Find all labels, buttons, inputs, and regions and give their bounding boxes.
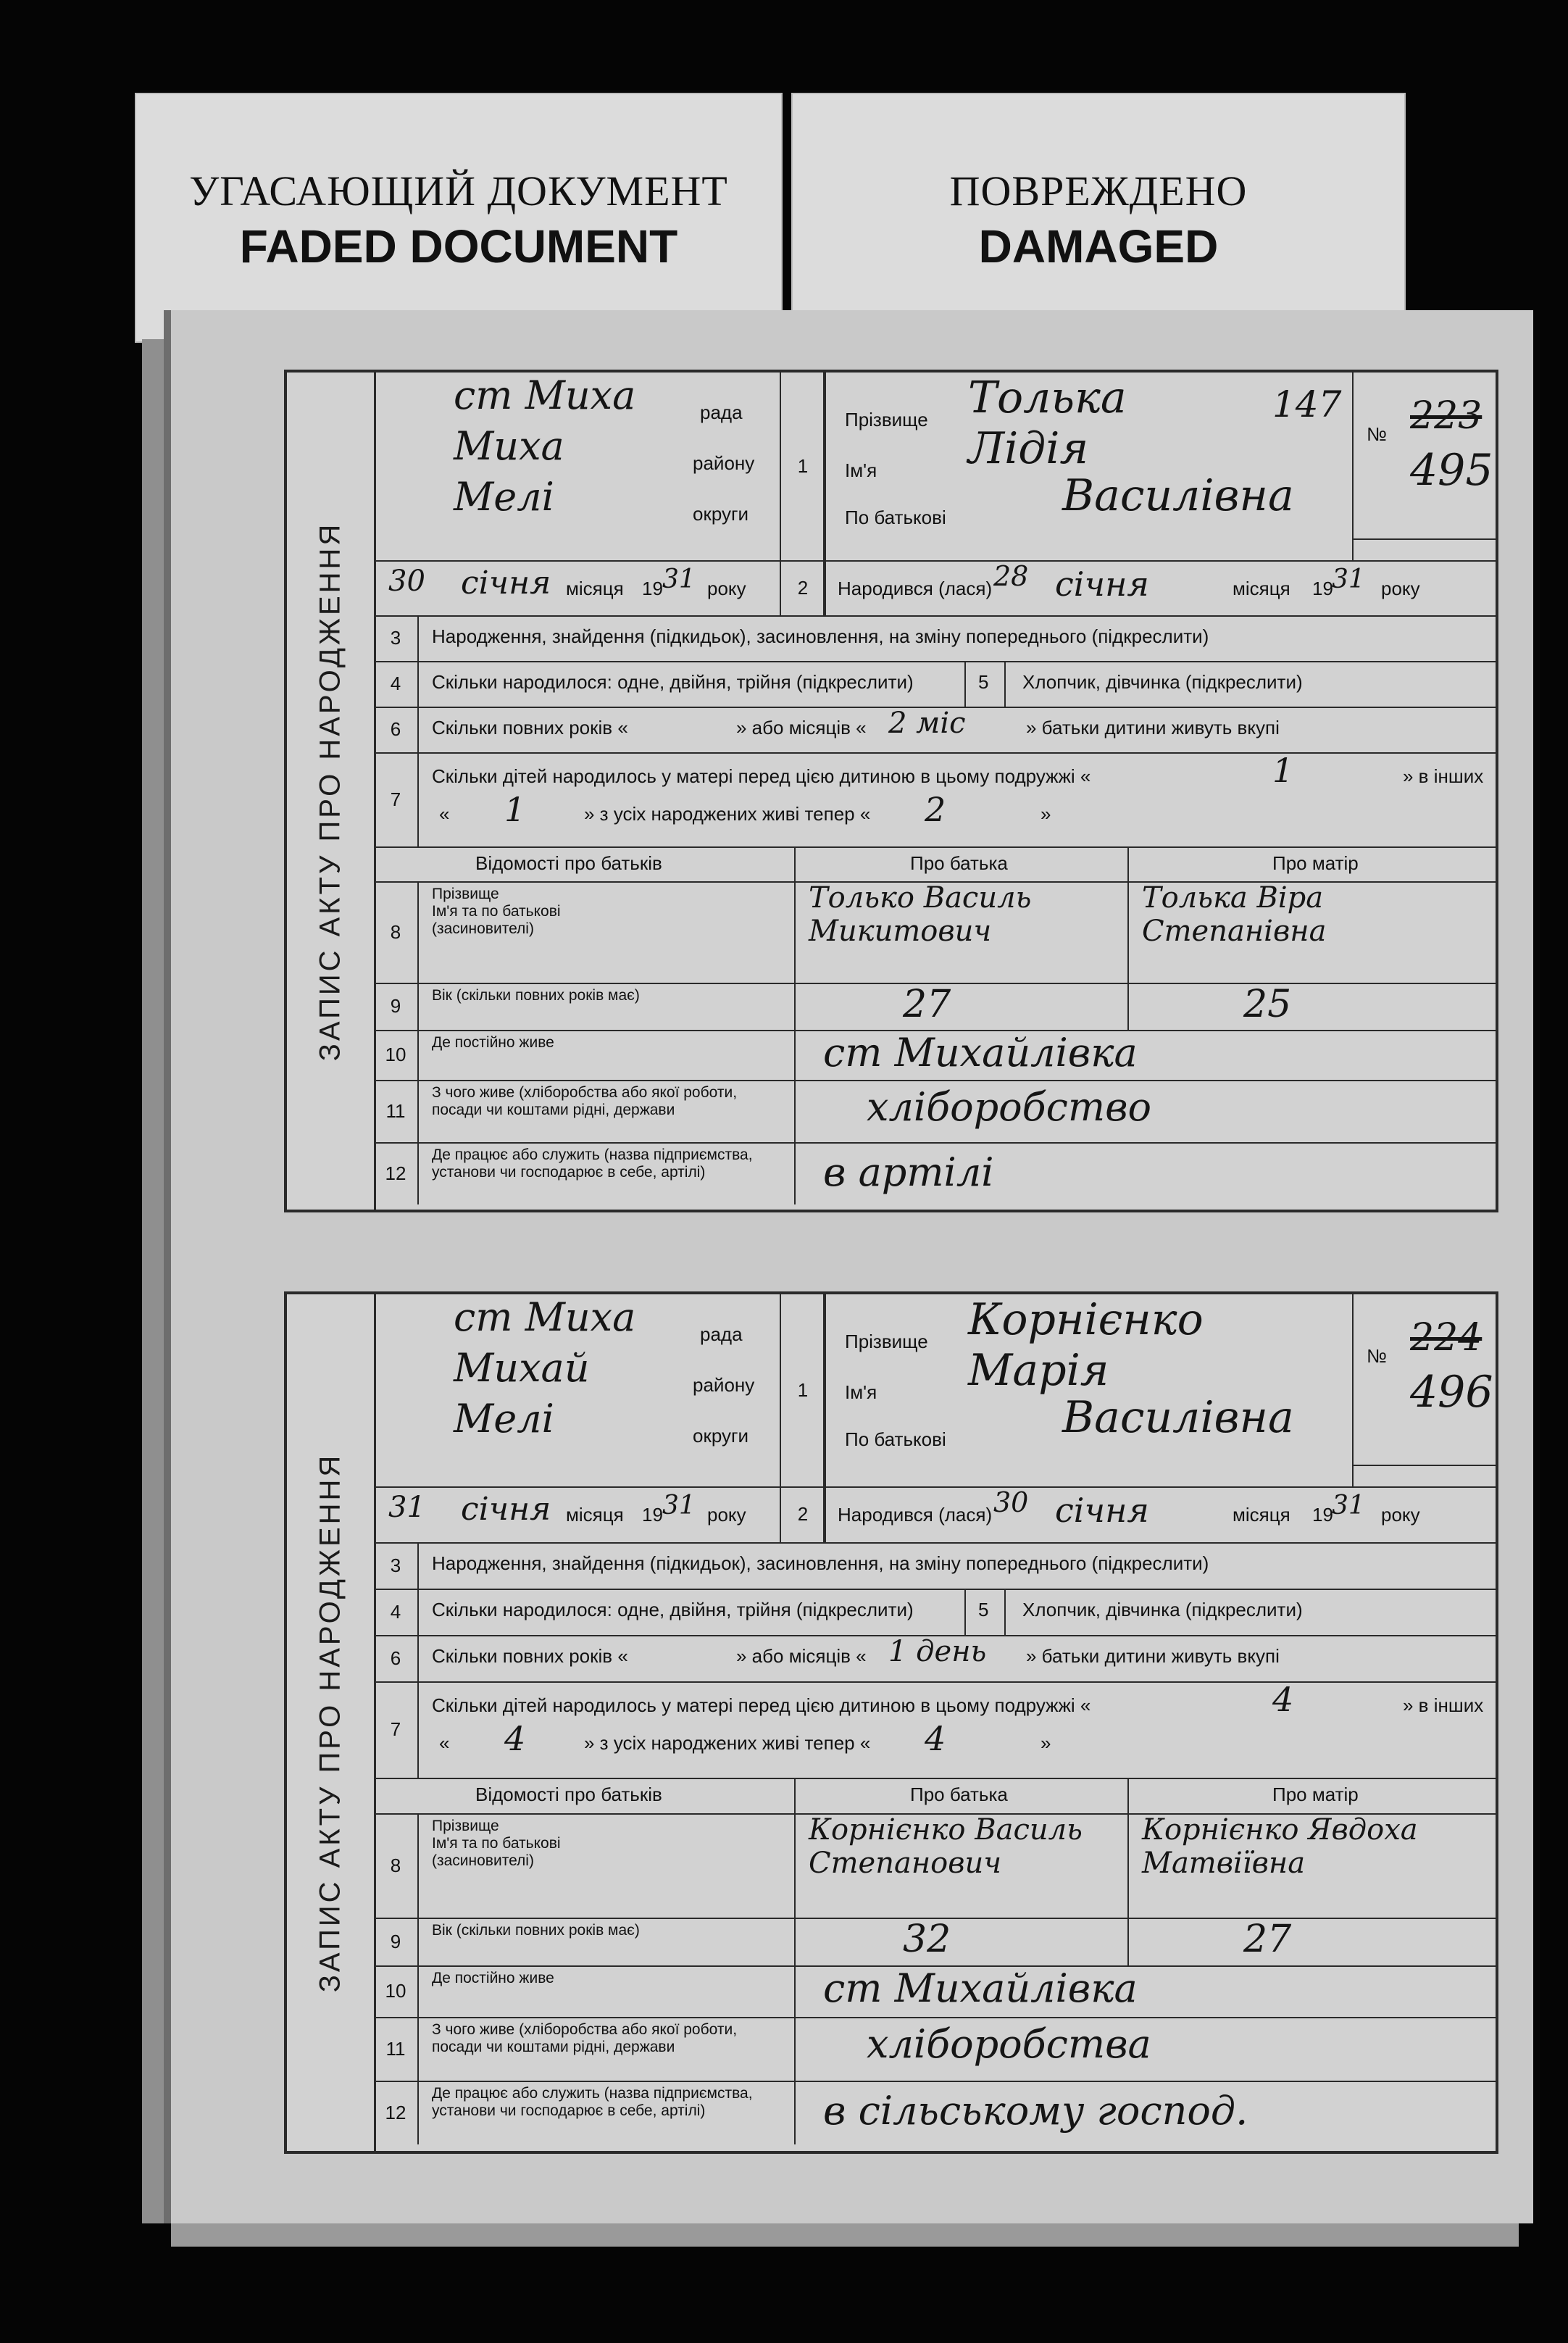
handwritten-patronymic: Василівна xyxy=(1062,1392,1294,1443)
handwritten-birth-year: 31 xyxy=(1332,1491,1365,1520)
row-number: 12 xyxy=(374,1142,419,1204)
parents-header xyxy=(374,846,1496,883)
parent-names-row-label: Прізвище Ім'я та по батькові (засиновителі) xyxy=(432,886,561,937)
handwritten-birth-day: 28 xyxy=(993,560,1029,592)
row-3 xyxy=(374,1542,1496,1590)
row-number: 7 xyxy=(374,1681,419,1778)
date-row xyxy=(374,560,1496,617)
okrugy-label: округи xyxy=(693,503,749,525)
row-number: 6 xyxy=(374,1635,419,1681)
handwritten-rada: ст Миха xyxy=(454,1294,636,1340)
handwritten-okrugy: Мелі xyxy=(454,1396,554,1441)
row-number: 9 xyxy=(374,983,419,1030)
handwritten-birth-year: 31 xyxy=(1332,565,1365,594)
divider xyxy=(1127,1918,1129,1965)
month-label: місяця xyxy=(1233,1504,1290,1526)
handwritten-reg-year: 31 xyxy=(662,565,696,594)
handwritten-livelihood: хліборобства xyxy=(867,2021,1151,2067)
month-label: місяця xyxy=(566,1504,624,1526)
handwritten-father-name: Корнієнко Василь Степанович xyxy=(809,1813,1083,1880)
surname-label: Прізвище xyxy=(845,1331,928,1352)
handwritten-workplace: в артілі xyxy=(823,1149,994,1195)
margin-number: 147 xyxy=(1272,383,1342,425)
okrugy-label: округи xyxy=(693,1425,749,1447)
year-label: року xyxy=(707,578,746,599)
row-number: 1 xyxy=(781,1294,826,1486)
quote-label: « xyxy=(439,1732,450,1754)
age-row-label: Вік (скільки повних років має) xyxy=(432,1922,640,1939)
workplace-row xyxy=(374,2081,1496,2144)
handwritten-father-age: 27 xyxy=(903,983,951,1026)
born-label: Народився (лася) xyxy=(838,1504,993,1526)
handwritten-mother-name: Корнієнко Явдоха Матвіївна xyxy=(1142,1813,1418,1880)
handwritten-patronymic: Василівна xyxy=(1062,470,1294,521)
row-number: 5 xyxy=(978,1599,989,1620)
row-6 xyxy=(374,1635,1496,1683)
birth-type-label: Народження, знайдення (підкидьок), засиновлення, на зміну попереднього (підкреслити) xyxy=(432,1552,1209,1574)
handwritten-mother-name: Толька Віра Степанівна xyxy=(1142,881,1327,948)
row-number: 4 xyxy=(374,661,419,707)
row-number: 5 xyxy=(978,671,989,693)
header-row xyxy=(374,373,1496,562)
divider xyxy=(794,881,796,983)
mother-header: Про матір xyxy=(1272,852,1359,874)
header-row xyxy=(374,1294,1496,1488)
workplace-row xyxy=(374,1142,1496,1204)
divider xyxy=(1127,846,1129,881)
age-row-label: Вік (скільки повних років має) xyxy=(432,987,640,1004)
row-number: 8 xyxy=(374,881,419,983)
divider xyxy=(1127,1813,1129,1918)
divider xyxy=(794,846,796,881)
row-number: 11 xyxy=(374,1080,419,1142)
parents-info-header: Відомості про батьків xyxy=(475,852,662,874)
form-content xyxy=(374,1294,1496,2151)
row-number: 9 xyxy=(374,1918,419,1965)
parents-info-header: Відомості про батьків xyxy=(475,1784,662,1805)
name-label: Ім'я xyxy=(845,459,877,481)
birth-record-form xyxy=(284,1291,1498,2154)
birth-type-label: Народження, знайдення (підкидьок), засиновлення, на зміну попереднього (підкреслити) xyxy=(432,625,1209,647)
months-together-label: » або місяців « xyxy=(736,717,867,738)
months-together-label: » або місяців « xyxy=(736,1645,867,1667)
register-number: 495 xyxy=(1410,445,1493,496)
month-label: місяця xyxy=(1233,578,1290,599)
form-content xyxy=(374,373,1496,1210)
handwritten-mother-age: 27 xyxy=(1243,1918,1292,1961)
number-sign: № xyxy=(1367,423,1387,445)
rada-label: рада xyxy=(700,1323,743,1345)
handwritten-reg-month: січня xyxy=(461,1491,551,1528)
mother-header: Про матір xyxy=(1272,1784,1359,1805)
handwritten-workplace: в сільському господ. xyxy=(823,2088,1248,2134)
years-together-label: Скільки повних років « xyxy=(432,717,628,738)
year-prefix: 19 xyxy=(642,1504,663,1526)
children-before-label: Скільки дітей народилось у матері перед цією дитиною в цьому подружжі « xyxy=(432,765,1091,787)
row-4 xyxy=(374,661,1496,708)
row-7 xyxy=(374,1681,1496,1779)
notice-faded-en: FADED DOCUMENT xyxy=(239,220,678,272)
row-number: 10 xyxy=(374,1965,419,2017)
row-3 xyxy=(374,615,1496,662)
livelihood-row-label: З чого живе (хліборобства або якої роботи, посади чи коштами рідні, держави xyxy=(432,1084,738,1118)
handwritten-raion: Михай xyxy=(454,1345,590,1391)
handwritten-reg-year: 31 xyxy=(662,1491,696,1520)
other-label: » в інших xyxy=(1403,765,1484,787)
row-number: 10 xyxy=(374,1030,419,1080)
patronymic-label: По батькові xyxy=(845,1428,946,1450)
together-label: » батьки дитини живуть вкупі xyxy=(1026,1645,1280,1667)
notice-damaged-ru: ПОВРЕЖДЕНО xyxy=(949,167,1248,215)
handwritten-rada: ст Миха xyxy=(454,373,636,418)
divider xyxy=(1004,1589,1006,1635)
handwritten-children-alive: 2 xyxy=(925,790,946,829)
divider xyxy=(794,1813,796,1918)
handwritten-residence: ст Михайлівка xyxy=(823,1965,1138,2011)
divider xyxy=(794,983,796,1030)
handwritten-residence: ст Михайлівка xyxy=(823,1030,1138,1075)
register-number-old: 223 xyxy=(1410,394,1482,438)
divider xyxy=(1352,1465,1496,1466)
divider xyxy=(794,1778,796,1813)
notice-faded-ru: УГАСАЮЩИЙ ДОКУМЕНТ xyxy=(189,167,728,215)
row-6 xyxy=(374,707,1496,754)
row-number: 3 xyxy=(374,1542,419,1589)
divider xyxy=(794,1142,796,1204)
handwritten-surname: Толька xyxy=(968,373,1127,423)
handwritten-children-other: 1 xyxy=(504,790,526,829)
father-header: Про батька xyxy=(910,1784,1008,1805)
handwritten-reg-month: січня xyxy=(461,565,551,602)
row-number: 8 xyxy=(374,1813,419,1918)
row-number: 12 xyxy=(374,2081,419,2144)
livelihood-row xyxy=(374,2017,1496,2082)
residence-row xyxy=(374,1965,1496,2018)
divider xyxy=(1352,538,1496,540)
age-row xyxy=(374,983,1496,1031)
handwritten-reg-day: 30 xyxy=(388,565,425,598)
multiples-label: Скільки народилося: одне, двійня, трійня (підкреслити) xyxy=(432,671,914,693)
number-sign: № xyxy=(1367,1345,1387,1367)
divider xyxy=(1127,983,1129,1030)
year-label: року xyxy=(707,1504,746,1526)
workplace-row-label: Де працює або служить (назва підприємства, установи чи господарює в себе, артілі) xyxy=(432,2085,753,2119)
children-before-label: Скільки дітей народилось у матері перед цією дитиною в цьому подружжі « xyxy=(432,1694,1091,1716)
divider xyxy=(794,2081,796,2144)
register-number: 496 xyxy=(1410,1367,1493,1418)
quote-label: « xyxy=(439,803,450,825)
handwritten-name: Марія xyxy=(968,1345,1109,1396)
father-header: Про батька xyxy=(910,852,1008,874)
residence-row-label: Де постійно живе xyxy=(432,1970,554,1986)
year-label: року xyxy=(1381,578,1420,599)
row-number: 4 xyxy=(374,1589,419,1635)
row-number: 2 xyxy=(781,560,826,615)
year-prefix: 19 xyxy=(1312,578,1333,599)
handwritten-birth-day: 30 xyxy=(993,1486,1029,1518)
other-label: » в інших xyxy=(1403,1694,1484,1716)
notice-damaged-en: DAMAGED xyxy=(978,220,1219,272)
handwritten-children-alive: 4 xyxy=(925,1719,946,1758)
age-row xyxy=(374,1918,1496,1967)
row-number: 3 xyxy=(374,615,419,661)
divider xyxy=(964,1589,966,1635)
divider xyxy=(1352,1294,1354,1486)
alive-label: » з усіх народжених живі тепер « xyxy=(584,1732,871,1754)
divider xyxy=(794,1080,796,1142)
quote-label: » xyxy=(1041,803,1051,825)
handwritten-months-together: 2 міс xyxy=(888,707,966,740)
handwritten-father-name: Только Василь Микитович xyxy=(809,881,1032,948)
workplace-row-label: Де працює або служить (назва підприємства, установи чи господарює в себе, артілі) xyxy=(432,1146,753,1181)
month-label: місяця xyxy=(566,578,624,599)
row-number: 1 xyxy=(781,373,826,560)
residence-row xyxy=(374,1030,1496,1081)
parent-names-row xyxy=(374,1813,1496,1919)
divider xyxy=(1127,1778,1129,1813)
name-label: Ім'я xyxy=(845,1381,877,1403)
row-4 xyxy=(374,1589,1496,1636)
side-title: ЗАПИС АКТУ ПРО НАРОДЖЕННЯ xyxy=(314,1452,346,1993)
alive-label: » з усіх народжених живі тепер « xyxy=(584,803,871,825)
faded-document-notice xyxy=(135,93,783,343)
row-number: 2 xyxy=(781,1486,826,1542)
handwritten-months-together: 1 день xyxy=(888,1635,987,1668)
sex-label: Хлопчик, дівчинка (підкреслити) xyxy=(1022,1599,1303,1620)
divider xyxy=(794,1965,796,2017)
handwritten-birth-month: січня xyxy=(1055,1491,1149,1530)
surname-label: Прізвище xyxy=(845,409,928,430)
row-number: 6 xyxy=(374,707,419,752)
register-number-old: 224 xyxy=(1410,1316,1482,1360)
parent-names-row xyxy=(374,881,1496,984)
born-label: Народився (лася) xyxy=(838,578,993,599)
raion-label: району xyxy=(693,1374,755,1396)
divider xyxy=(1004,661,1006,707)
divider xyxy=(794,1918,796,1965)
row-7 xyxy=(374,752,1496,848)
handwritten-livelihood: хліборобство xyxy=(867,1084,1152,1130)
handwritten-reg-day: 31 xyxy=(388,1491,425,1524)
side-title-band xyxy=(287,373,376,1210)
side-title: ЗАПИС АКТУ ПРО НАРОДЖЕННЯ xyxy=(314,521,346,1061)
handwritten-children-marriage: 4 xyxy=(1272,1680,1294,1719)
date-row xyxy=(374,1486,1496,1544)
divider xyxy=(1127,881,1129,983)
handwritten-mother-age: 25 xyxy=(1243,983,1292,1026)
residence-row-label: Де постійно живе xyxy=(432,1034,554,1051)
years-together-label: Скільки повних років « xyxy=(432,1645,628,1667)
handwritten-okrugy: Мелі xyxy=(454,474,554,520)
year-prefix: 19 xyxy=(1312,1504,1333,1526)
parents-header xyxy=(374,1778,1496,1815)
row-number: 7 xyxy=(374,752,419,846)
year-label: року xyxy=(1381,1504,1420,1526)
patronymic-label: По батькові xyxy=(845,507,946,528)
together-label: » батьки дитини живуть вкупі xyxy=(1026,717,1280,738)
handwritten-raion: Миха xyxy=(454,423,564,469)
multiples-label: Скільки народилося: одне, двійня, трійня (підкреслити) xyxy=(432,1599,914,1620)
handwritten-surname: Корнієнко xyxy=(968,1294,1204,1345)
livelihood-row-label: З чого живе (хліборобства або якої роботи, посади чи коштами рідні, держави xyxy=(432,2021,738,2055)
rada-label: рада xyxy=(700,401,743,423)
birth-record-form xyxy=(284,370,1498,1212)
handwritten-children-other: 4 xyxy=(504,1719,526,1758)
handwritten-birth-month: січня xyxy=(1055,565,1149,604)
divider xyxy=(964,661,966,707)
quote-label: » xyxy=(1041,1732,1051,1754)
year-prefix: 19 xyxy=(642,578,663,599)
row-number: 11 xyxy=(374,2017,419,2081)
sex-label: Хлопчик, дівчинка (підкреслити) xyxy=(1022,671,1303,693)
divider xyxy=(1352,373,1354,560)
divider xyxy=(794,1030,796,1080)
divider xyxy=(794,2017,796,2081)
parent-names-row-label: Прізвище Ім'я та по батькові (засиновителі) xyxy=(432,1818,561,1869)
damaged-notice xyxy=(791,93,1406,343)
livelihood-row xyxy=(374,1080,1496,1144)
raion-label: району xyxy=(693,452,755,474)
handwritten-father-age: 32 xyxy=(903,1918,951,1961)
side-title-band xyxy=(287,1294,376,2151)
handwritten-children-marriage: 1 xyxy=(1272,751,1294,790)
handwritten-name: Лідія xyxy=(968,423,1089,474)
